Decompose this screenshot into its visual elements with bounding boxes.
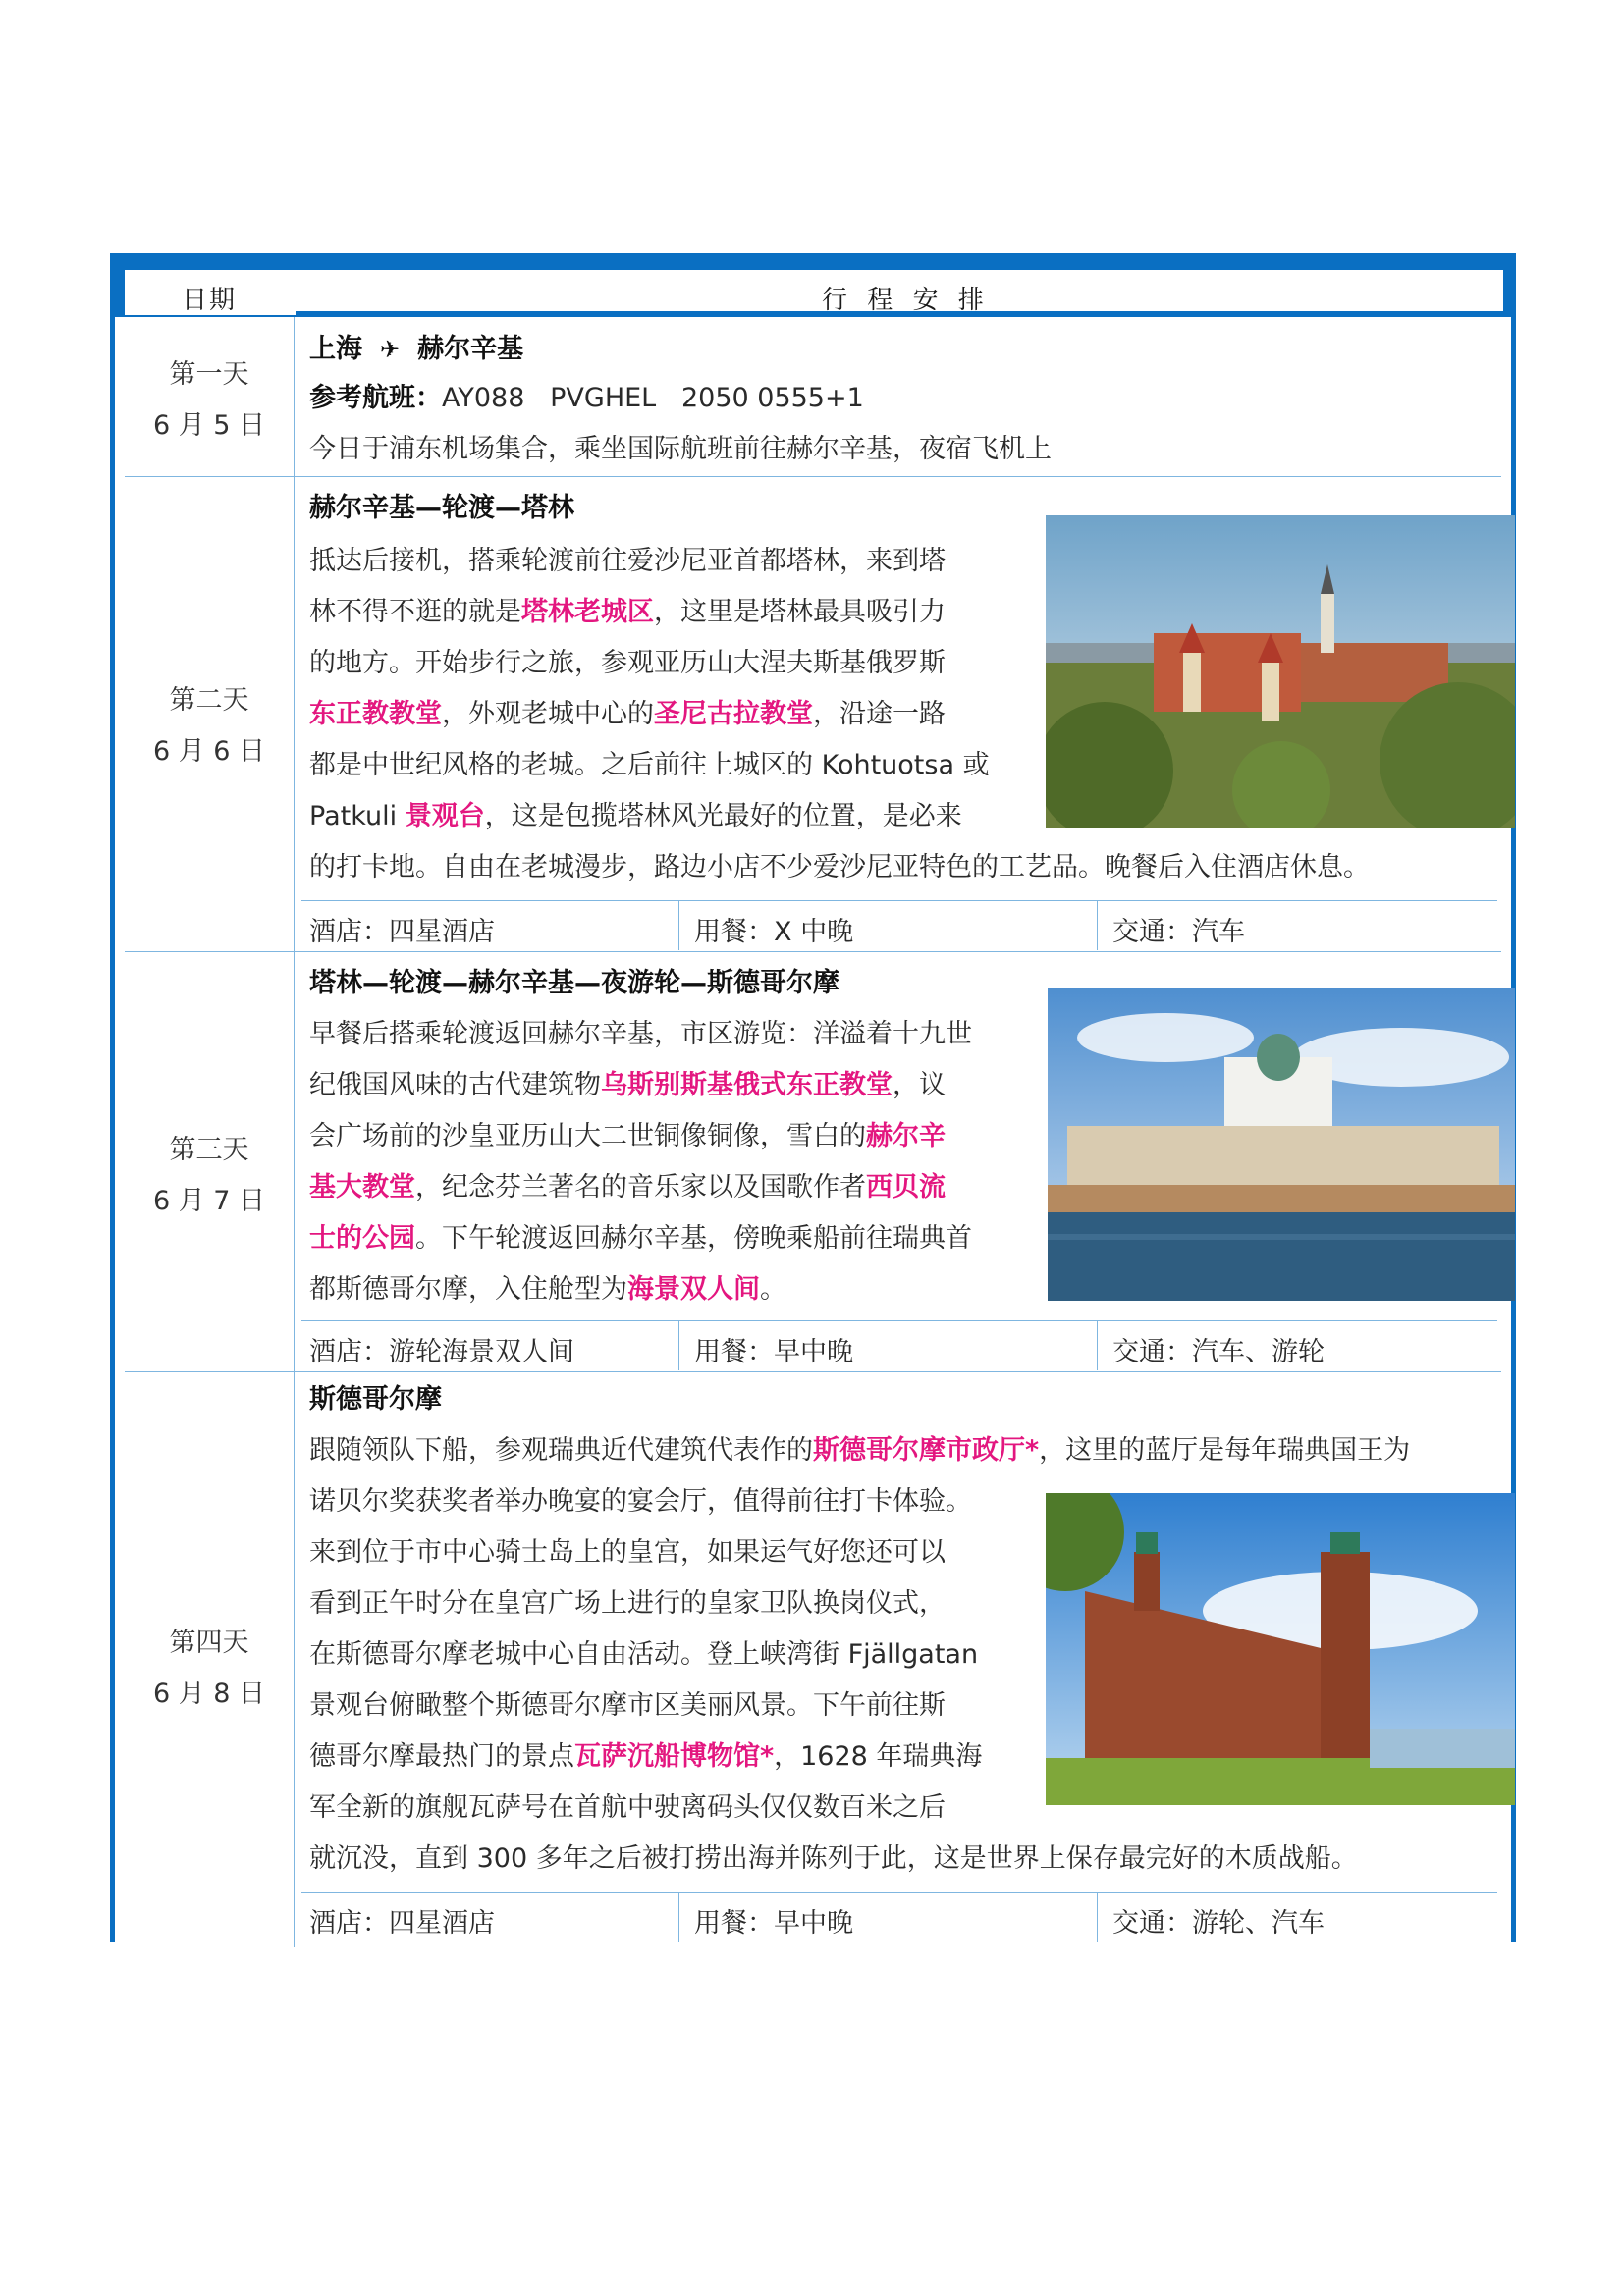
day-date: 6 月 7 日 xyxy=(152,1186,266,1216)
info-divider xyxy=(301,1892,1497,1893)
day-content xyxy=(301,476,1497,951)
desc-line: 在斯德哥尔摩老城中心自由活动。登上峡湾街 Fjällgatan xyxy=(309,1639,979,1670)
table-header xyxy=(115,258,1511,317)
meals-info: 用餐：X 中晚 xyxy=(694,917,854,947)
desc-line: 的地方。开始步行之旅，参观亚历山大涅夫斯基俄罗斯 xyxy=(309,648,946,678)
day-label: 第二天 xyxy=(169,685,249,716)
desc-line: Patkuli 景观台，这是包揽塔林风光最好的位置，是必来 xyxy=(309,801,962,831)
info-divider xyxy=(678,1893,679,1942)
day-cell xyxy=(125,951,295,1371)
transport-info: 交通：汽车 xyxy=(1112,917,1245,947)
info-divider xyxy=(678,901,679,950)
desc-line: 东正教教堂，外观老城中心的圣尼古拉教堂，沿途一路 xyxy=(309,699,946,729)
info-divider xyxy=(1097,1893,1098,1942)
hotel-info: 酒店：四星酒店 xyxy=(309,1908,495,1939)
tallinn-photo xyxy=(1046,515,1515,828)
desc-line: 早餐后搭乘轮渡返回赫尔辛基，市区游览：洋溢着十九世 xyxy=(309,1019,972,1049)
day-date: 6 月 6 日 xyxy=(152,736,266,767)
desc-line: 纪俄国风味的古代建筑物乌斯别斯基俄式东正教堂，议 xyxy=(309,1070,946,1100)
day-label: 第三天 xyxy=(169,1135,249,1165)
desc-line: 士的公园。下午轮渡返回赫尔辛基，傍晚乘船前往瑞典首 xyxy=(309,1223,972,1254)
info-divider xyxy=(301,1320,1497,1321)
route-title: 上海 ✈ 赫尔辛基 xyxy=(309,325,523,374)
meals-info: 用餐：早中晚 xyxy=(694,1337,853,1367)
day-desc: 今日于浦东机场集合，乘坐国际航班前往赫尔辛基，夜宿飞机上 xyxy=(309,434,1052,464)
desc-line: 就沉没，直到 300 多年之后被打捞出海并陈列于此，这是世界上保存最完好的木质战船。 xyxy=(309,1843,1358,1874)
desc-line: 抵达后接机，搭乘轮渡前往爱沙尼亚首都塔林，来到塔 xyxy=(309,546,946,576)
header-date-label: 日期 xyxy=(182,286,238,315)
day-title: 赫尔辛基—轮渡—塔林 xyxy=(309,493,574,523)
hotel-info: 酒店：游轮海景双人间 xyxy=(309,1337,574,1367)
desc-line: 诺贝尔奖获奖者举办晚宴的宴会厅，值得前往打卡体验。 xyxy=(309,1486,972,1517)
day-date: 6 月 8 日 xyxy=(152,1679,266,1709)
meals-info: 用餐：早中晚 xyxy=(694,1908,853,1939)
transport-info: 交通：汽车、游轮 xyxy=(1112,1337,1325,1367)
desc-line: 来到位于市中心骑士岛上的皇宫，如果运气好您还可以 xyxy=(309,1537,946,1568)
info-divider xyxy=(678,1321,679,1370)
desc-line: 跟随领队下船，参观瑞典近代建筑代表作的斯德哥尔摩市政厅*，这里的蓝厅是每年瑞典国王为 xyxy=(309,1435,1411,1466)
desc-line: 景观台俯瞰整个斯德哥尔摩市区美丽风景。下午前往斯 xyxy=(309,1690,946,1721)
day-cell xyxy=(125,1371,295,1947)
info-divider xyxy=(301,900,1497,901)
desc-line: 军全新的旗舰瓦萨号在首航中驶离码头仅仅数百米之后 xyxy=(309,1792,946,1823)
desc-line: 基大教堂，纪念芬兰著名的音乐家以及国歌作者西贝流 xyxy=(309,1172,946,1202)
day-label: 第四天 xyxy=(169,1628,249,1658)
day-title: 塔林—轮渡—赫尔辛基—夜游轮—斯德哥尔摩 xyxy=(309,968,839,998)
stockholm-photo xyxy=(1046,1493,1515,1805)
day-label: 第一天 xyxy=(169,359,249,390)
helsinki-photo xyxy=(1048,988,1515,1301)
hotel-info: 酒店：四星酒店 xyxy=(309,917,495,947)
day-cell xyxy=(125,476,295,951)
desc-line: 的打卡地。自由在老城漫步，路边小店不少爱沙尼亚特色的工艺品。晚餐后入住酒店休息。 xyxy=(309,852,1370,882)
desc-line: 看到正午时分在皇宫广场上进行的皇家卫队换岗仪式， xyxy=(309,1588,946,1619)
desc-line: 都是中世纪风格的老城。之后前往上城区的 Kohtuotsa 或 xyxy=(309,750,990,780)
day-content xyxy=(301,951,1497,1371)
desc-line: 林不得不逛的就是塔林老城区，这里是塔林最具吸引力 xyxy=(309,597,946,627)
day-content xyxy=(301,1371,1497,1947)
day-title: 斯德哥尔摩 xyxy=(309,1384,442,1415)
info-divider xyxy=(1097,1321,1098,1370)
transport-info: 交通：游轮、汽车 xyxy=(1112,1908,1325,1939)
desc-line: 都斯德哥尔摩，入住舱型为海景双人间。 xyxy=(309,1274,786,1305)
info-divider xyxy=(1097,901,1098,950)
header-plan-label: 行 程 安 排 xyxy=(822,286,990,315)
day-cell xyxy=(125,317,295,476)
desc-line: 德哥尔摩最热门的景点瓦萨沉船博物馆*，1628 年瑞典海 xyxy=(309,1741,983,1772)
flight-info: 参考航班：AY088 PVGHEL 2050 0555+1 xyxy=(309,383,864,413)
day-date: 6 月 5 日 xyxy=(152,410,266,441)
airplane-icon: ✈ xyxy=(380,336,401,363)
itinerary-table xyxy=(110,253,1516,1942)
desc-line: 会广场前的沙皇亚历山大二世铜像铜像，雪白的赫尔辛 xyxy=(309,1121,946,1151)
itinerary-page xyxy=(110,253,1516,1942)
